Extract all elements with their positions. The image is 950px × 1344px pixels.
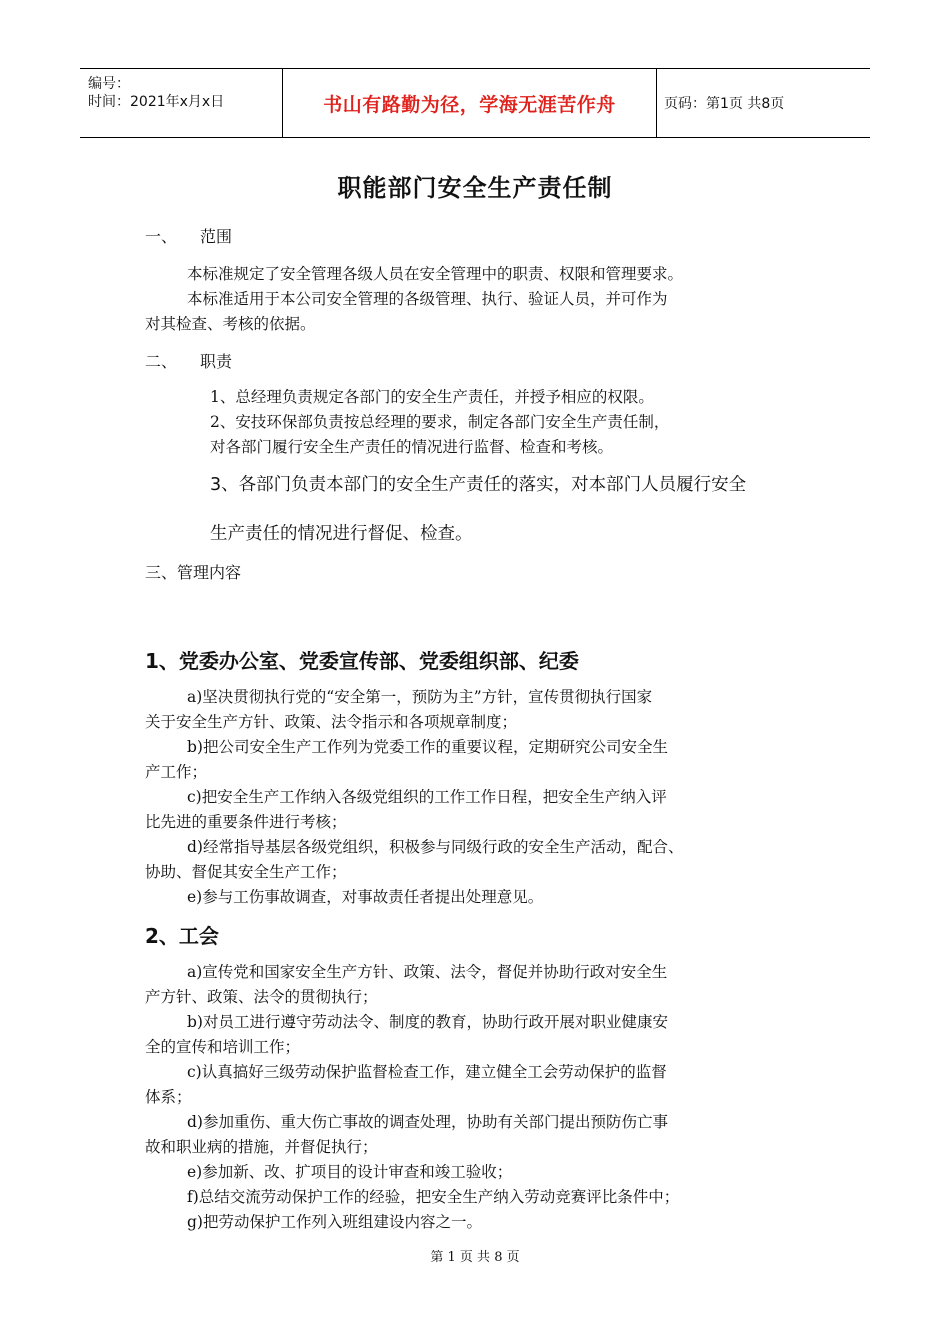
document-number-label: 编号： — [88, 76, 130, 92]
page-title: 职能部门安全生产责任制 — [337, 174, 613, 202]
part2-line-7: d)参加重伤、重大伤亡事故的调查处理，协助有关部门提出预防伤亡事 — [187, 1113, 668, 1131]
part2-line-5: c)认真搞好三级劳动保护监督检查工作，建立健全工会劳动保护的监督 — [187, 1063, 667, 1081]
header-motto: 书山有路勤为径，学海无涯苦作舟 — [323, 93, 616, 116]
part1-heading: 1、党委办公室、党委宣传部、党委组织部、纪委 — [145, 649, 579, 673]
part2-line-10: f)总结交流劳动保护工作的经验，把安全生产纳入劳动竞赛评比条件中； — [187, 1188, 680, 1206]
part2-line-4: 全的宣传和培训工作； — [145, 1038, 301, 1056]
header-page-info: 页码：第1页 共8页 — [664, 96, 785, 112]
part2-line-9: e)参加新、改、扩项目的设计审查和竣工验收； — [187, 1163, 513, 1181]
part1-line-3: b)把公司安全生产工作列为党委工作的重要议程，定期研究公司安全生 — [187, 738, 668, 756]
section2-heading: 职责 — [200, 352, 233, 371]
section1-line-1: 本标准规定了安全管理各级人员在安全管理中的职责、权限和管理要求。 — [187, 265, 684, 283]
section2-number: 二、 — [145, 352, 178, 371]
section1-heading: 范围 — [200, 227, 233, 246]
section2-line-2: 2、安技环保部负责按总经理的要求，制定各部门安全生产责任制， — [210, 413, 670, 431]
part2-line-2: 产方针、政策、法令的贯彻执行； — [145, 988, 378, 1006]
section2-big-line-1: 3、各部门负责本部门的安全生产责任的落实，对本部门人员履行安全 — [210, 475, 747, 495]
part1-line-9: e)参与工伤事故调查，对事故责任者提出处理意见。 — [187, 888, 544, 906]
part2-line-1: a)宣传党和国家安全生产方针、政策、法令，督促并协助行政对安全生 — [187, 963, 668, 981]
page-header — [80, 68, 870, 138]
part1-line-7: d)经常指导基层各级党组织，积极参与同级行政的安全生产活动，配合、 — [187, 838, 684, 856]
part2-line-3: b)对员工进行遵守劳动法令、制度的教育，协助行政开展对职业健康安 — [187, 1013, 668, 1031]
part2-heading: 2、工会 — [145, 924, 219, 948]
document-date: 时间：2021年x月x日 — [88, 94, 225, 110]
section3-heading: 三、管理内容 — [145, 563, 242, 582]
part2-line-6: 体系； — [145, 1088, 192, 1106]
page-footer: 第 1 页 共 8 页 — [430, 1250, 520, 1265]
header-meta — [80, 69, 282, 137]
header-motto-cell — [282, 69, 657, 137]
part2-line-8: 故和职业病的措施，并督促执行； — [145, 1138, 378, 1156]
part1-line-6: 比先进的重要条件进行考核； — [145, 813, 347, 831]
part1-line-2: 关于安全生产方针、政策、法令指示和各项规章制度； — [145, 713, 518, 731]
part1-line-5: c)把安全生产工作纳入各级党组织的工作工作日程，把安全生产纳入评 — [187, 788, 667, 806]
part1-line-1: a)坚决贯彻执行党的“安全第一，预防为主”方针，宣传贯彻执行国家 — [187, 688, 653, 706]
section2-line-1: 1、总经理负责规定各部门的安全生产责任，并授予相应的权限。 — [210, 388, 654, 406]
section2-line-3: 对各部门履行安全生产责任的情况进行监督、检查和考核。 — [210, 438, 614, 456]
part1-line-8: 协助、督促其安全生产工作； — [145, 863, 347, 881]
section1-line-3: 对其检查、考核的依据。 — [145, 315, 316, 333]
section1-line-2: 本标准适用于本公司安全管理的各级管理、执行、验证人员，并可作为 — [187, 290, 668, 308]
header-page-cell — [656, 69, 870, 137]
section2-big-line-2: 生产责任的情况进行督促、检查。 — [210, 524, 473, 544]
section1-number: 一、 — [145, 227, 178, 246]
part1-line-4: 产工作； — [145, 763, 208, 781]
part2-line-11: g)把劳动保护工作列入班组建设内容之一。 — [187, 1213, 482, 1231]
